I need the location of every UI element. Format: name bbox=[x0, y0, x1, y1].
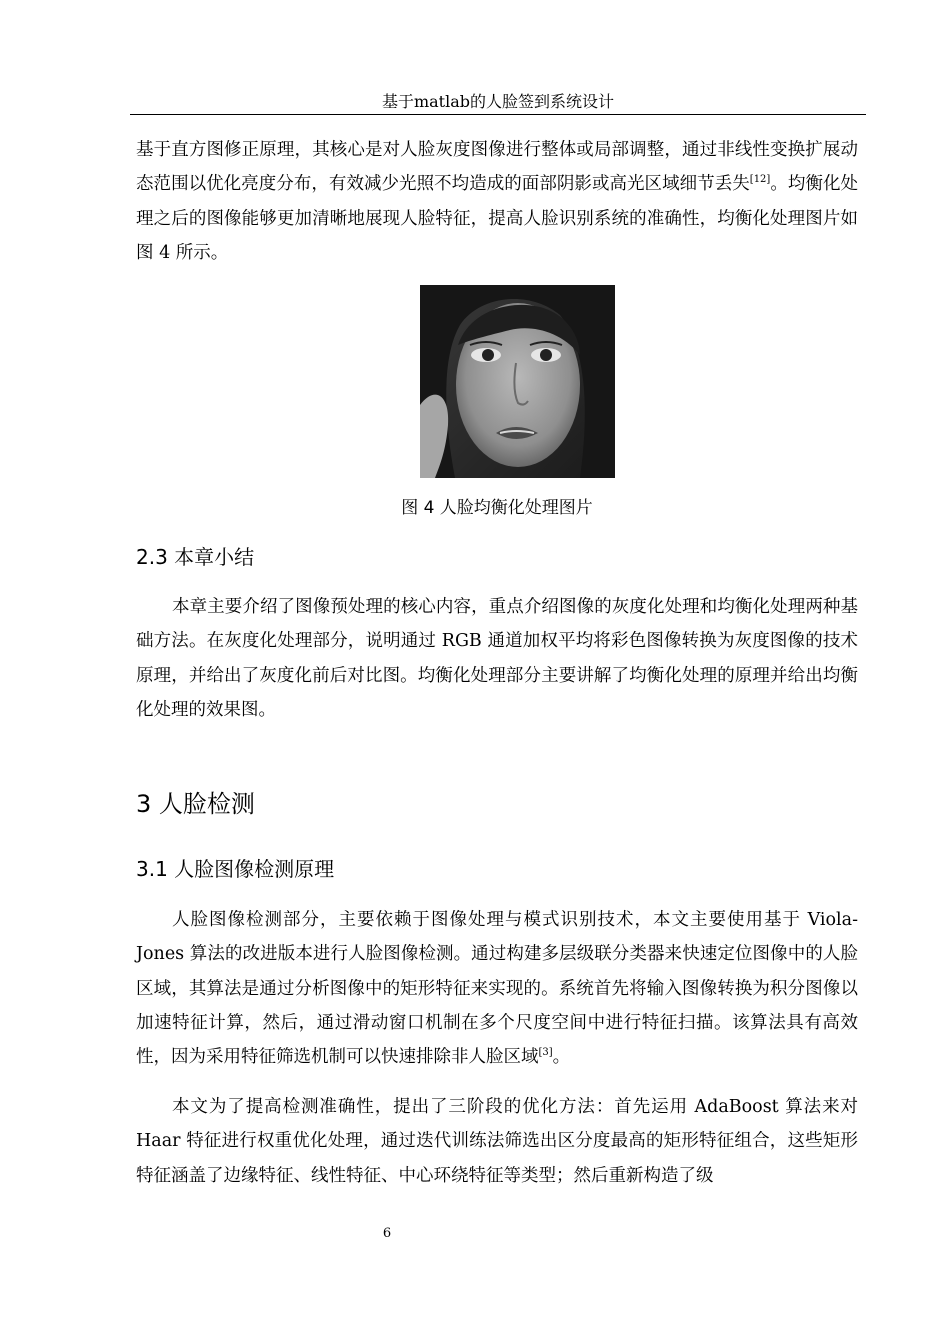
running-header: 基于matlab的人脸签到系统设计 bbox=[381, 92, 615, 111]
paragraph-text: 人脸图像检测部分，主要依赖于图像处理与模式识别技术，本文主要使用基于 Viola-Jones 算法的改进版本进行人脸图像检测。通过构建多层级联分类器来快速定位图像中的人脸区域，其算法是通过分析图像中的矩形特征来实现的。系统首先将输入图像转换为积分图像以加速特征计算，然后，通过滑动窗口机制在多个尺度空间中进行特征扫描。该算法具有高效性，因为采用特征筛选机制可以快速排除非人脸区域 bbox=[136, 910, 858, 1068]
body-paragraph-equalization bbox=[136, 133, 858, 270]
paragraph-text: 。均衡化处理之后的图像能够更加清晰地展现人脸特征，提高人脸识别系统的准确性，均衡化处理图片如图 4 所示。 bbox=[136, 174, 859, 263]
face-photo-illustration bbox=[420, 285, 615, 478]
chapter-heading-3: 3 人脸检测 bbox=[136, 790, 255, 818]
body-paragraph-summary: 本章主要介绍了图像预处理的核心内容，重点介绍图像的灰度化处理和均衡化处理两种基础方法。在灰度化处理部分，说明通过 RGB 通道加权平均将彩色图像转换为灰度图像的技术原理，并给出了灰度化前后对比图。均衡化处理部分主要讲解了均衡化处理的原理并给出均衡化处理的效果图。 bbox=[136, 597, 858, 720]
section-heading-2-3: 2.3 本章小结 bbox=[136, 545, 255, 569]
paragraph-text: 基于直方图修正原理，其核心是对人脸灰度图像进行整体或局部调整，通过非线性变换扩展动态范围以优化亮度分布，有效减少光照不均造成的面部阴影或高光区域细节丢失 bbox=[136, 140, 858, 195]
citation-ref: [12] bbox=[749, 174, 771, 186]
section-heading-3-1: 3.1 人脸图像检测原理 bbox=[136, 857, 335, 881]
equalized-face-image bbox=[420, 285, 615, 478]
body-paragraph-optimization: 本文为了提高检测准确性，提出了三阶段的优化方法：首先运用 AdaBoost 算法来对 Haar 特征进行权重优化处理，通过迭代训练法筛选出区分度最高的矩形特征组合，这些矩形特征涵盖了边缘特征、线性特征、中心环绕特征等类型；然后重新构造了级 bbox=[136, 1097, 858, 1186]
figure-caption: 图 4 人脸均衡化处理图片 bbox=[401, 498, 593, 518]
paragraph-text: 。 bbox=[552, 1047, 571, 1068]
citation-ref: [3] bbox=[538, 1047, 553, 1059]
page-number: 6 bbox=[382, 1226, 392, 1241]
header-rule bbox=[130, 114, 866, 115]
body-paragraph-detection bbox=[136, 903, 858, 1074]
